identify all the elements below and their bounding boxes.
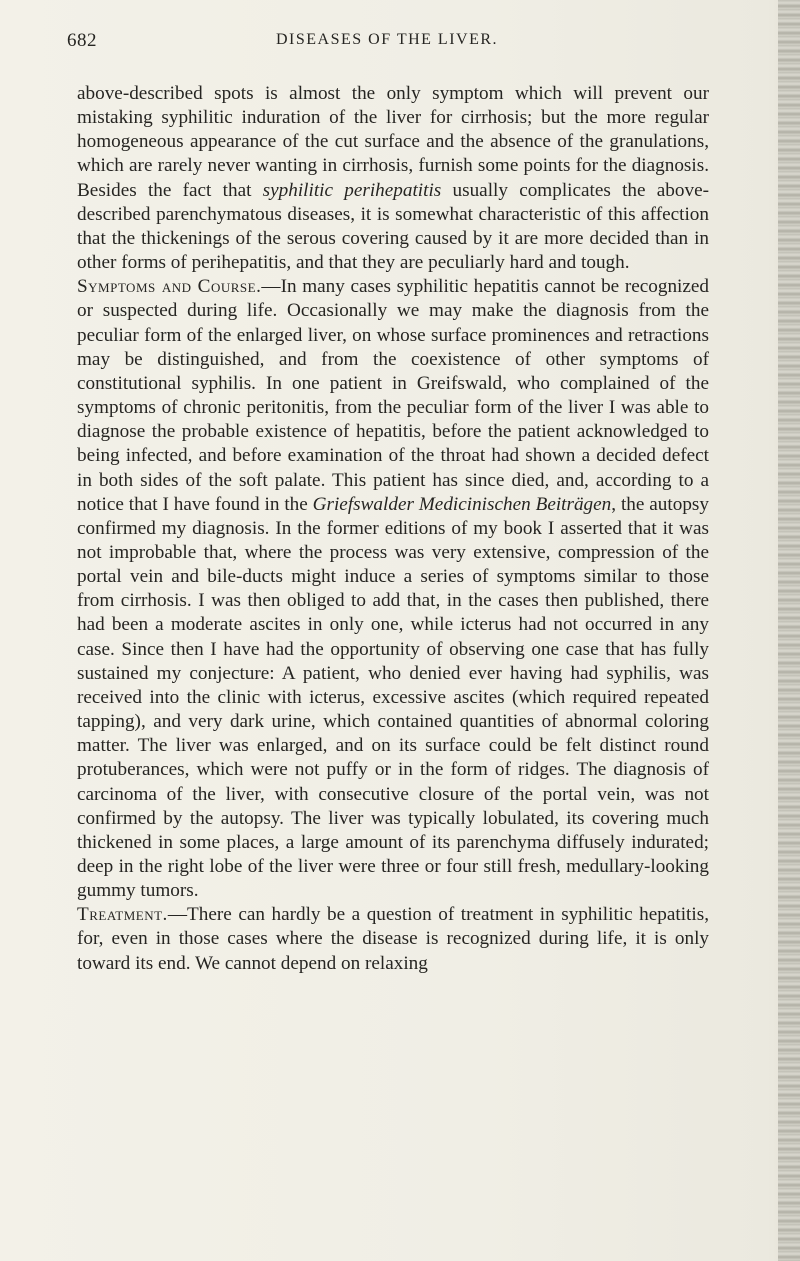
running-head (67, 30, 707, 56)
paragraph (77, 903, 709, 975)
section-heading: Symptoms and Course. (77, 276, 262, 298)
text-run: —In many cases syphilitic hepatitis cannot be recognized or suspected during life. Occasionally we may make the diagnosis from the peculiar form of the enlarged liver, on whose surface prominences and retractions may be distinguished, and from the coexistence of other symptoms of constitutional syphilis. In one patient in Greifswald, who complained of the symptoms of chronic peritonitis, from the peculiar form of the liver I was able to diagnose the probable existence of hepatitis, before the patient acknowledged to being infected, and before examination of the throat had shown a decided defect in both sides of the soft palate. This patient has since died, and, according to a notice that I have found in the (77, 276, 709, 515)
body-text (77, 82, 709, 976)
text-run: above-described spots is almost the only symptom which will prevent our mistaking syphilitic induration of the liver for cirrhosis; but the more regular homogeneous appearance of the cut surface and the absence of the granulations, which are rarely never wanting in cirrhosis, furnish some points for the diagnosis. Besides the fact that (77, 83, 709, 201)
italic-text: Griefswalder Medicinischen Beiträgen (312, 493, 612, 515)
text-run: , the autopsy confirmed my diagnosis. In the former editions of my book I asserted that it was not improbable that, where the process was very extensive, compression of the portal vein and bile-ducts might induce a series of symptoms similar to those from cirrhosis. I was then obliged to add that, in the cases then published, there had been a moderate ascites in only one, while icterus had not occurred in any case. Since then I have had the opportunity of observing one case that has fully sustained my conjecture: A patient, who denied ever having had syphilis, was received into the clinic with icterus, excessive ascites (which required repeated tapping), and very dark urine, which contained quantities of abnormal coloring matter. The liver was enlarged, and on its surface could be felt distinct round protuberances, which were not puffy or in the form of ridges. The diagnosis of carcinoma of the liver, with consecutive closure of the portal vein, was not confirmed by the autopsy. The liver was typically lobulated, its covering much thickened in some places, a large amount of its parenchyma diffusely indurated; deep in the right lobe of the liver were three or four still fresh, medullary-looking gummy tumors. (77, 493, 709, 902)
paragraph (77, 82, 709, 275)
running-title: DISEASES OF THE LIVER. (275, 31, 499, 48)
text-run: usually complicates the above-described parenchymatous diseases, it is somewhat characteristic of this affection that the thickenings of the serous covering caused by it are more decided than in other forms of perihepatitis, and that they are peculiarly hard and tough. (77, 179, 709, 274)
text-run: —There can hardly be a question of treatment in syphilitic hepatitis, for, even in those cases where the disease is recognized during life, it is only toward its end. We cannot depend on relaxing (77, 904, 709, 974)
page-number: 682 (67, 30, 97, 51)
page-binding-edge (778, 0, 800, 1261)
paragraph (77, 275, 709, 903)
italic-text: syphilitic perihepatitis (262, 179, 442, 201)
section-heading: Treatment. (77, 904, 168, 926)
